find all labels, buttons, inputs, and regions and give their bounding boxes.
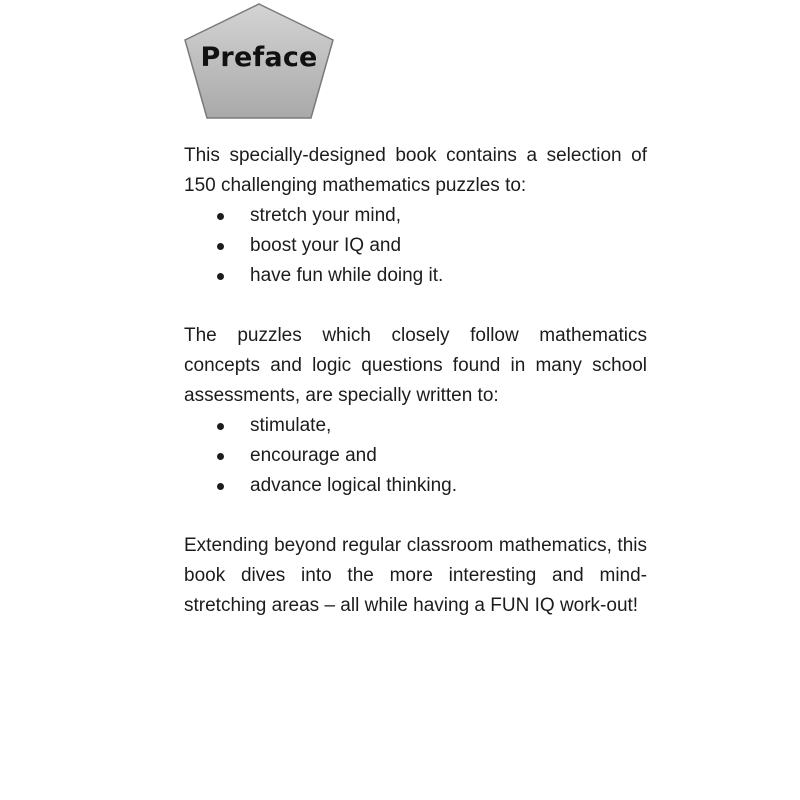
bullet-list-goals <box>184 201 647 291</box>
paragraph-closing: Extending beyond regular classroom mathematics, this book dives into the more interesting and mind-stretching areas – all while having a FUN IQ work-out! <box>184 535 647 616</box>
list-item: encourage and <box>184 441 647 471</box>
bullet-icon <box>217 243 224 250</box>
list-item: stretch your mind, <box>184 201 647 231</box>
bullet-icon <box>217 213 224 220</box>
spacer <box>184 501 647 531</box>
bullet-icon <box>217 453 224 460</box>
paragraph-intro: This specially-designed book contains a selection of 150 challenging mathematics puzzles to: <box>184 145 647 196</box>
preface-body <box>184 141 647 621</box>
paragraph-puzzles: The puzzles which closely follow mathematics concepts and logic questions found in many school assessments, are specially written to: <box>184 325 647 406</box>
bullet-list-aims <box>184 411 647 501</box>
bullet-icon <box>217 273 224 280</box>
list-item: have fun while doing it. <box>184 261 647 291</box>
bullet-icon <box>217 483 224 490</box>
spacer <box>184 291 647 321</box>
preface-badge <box>183 2 335 120</box>
list-item: stimulate, <box>184 411 647 441</box>
list-item: advance logical thinking. <box>184 471 647 501</box>
list-item: boost your IQ and <box>184 231 647 261</box>
page-title: Preface <box>200 42 318 73</box>
bullet-icon <box>217 423 224 430</box>
